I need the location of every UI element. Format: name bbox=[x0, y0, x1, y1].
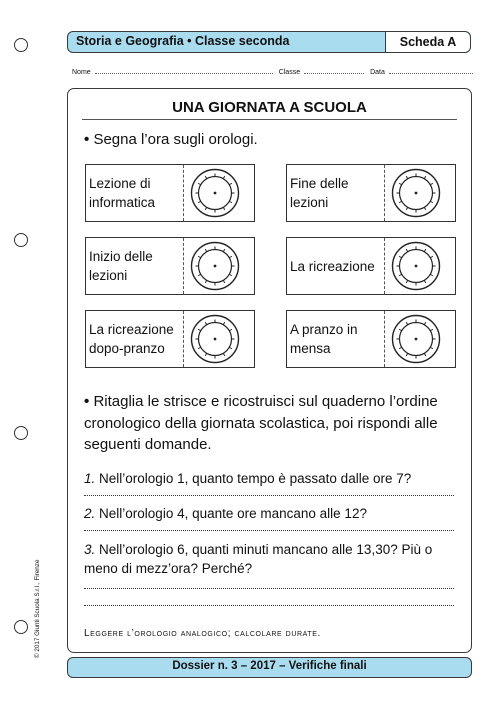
name-field[interactable]: Nome bbox=[72, 66, 273, 76]
clock-label: La ricreazione dopo-pranzo bbox=[89, 322, 174, 356]
answer-line[interactable] bbox=[84, 495, 454, 496]
answer-line[interactable] bbox=[84, 588, 454, 589]
sheet-tab: Scheda A bbox=[385, 32, 470, 52]
clock-icon[interactable] bbox=[190, 241, 240, 291]
question-2: 2. Nell’orologio 4, quante ore mancano alle 12? bbox=[84, 506, 367, 521]
clock-icon[interactable] bbox=[190, 168, 240, 218]
student-fields bbox=[72, 66, 468, 76]
clock-label: La ricreazione bbox=[290, 258, 375, 274]
copyright-text: © 2017 Giunti Scuola S.r.l., Firenze bbox=[34, 559, 41, 658]
cut-line bbox=[183, 165, 184, 221]
instruction-2: • Ritaglia le strisce e ricostruisci sul quaderno l’ordine cronologico della giornata scolastica, poi rispondi alle seguenti domande. bbox=[84, 393, 438, 453]
clock-label: Lezione di informatica bbox=[89, 176, 156, 210]
footer-label: Dossier n. 3 – 2017 – Verifiche finali bbox=[172, 660, 367, 672]
answer-line[interactable] bbox=[84, 605, 454, 606]
question-3: 3. Nell’orologio 6, quanti minuti mancano alle 13,30? Più o meno di mezz’ora? Perché? bbox=[84, 542, 433, 576]
clock-cell-5 bbox=[85, 310, 255, 368]
clock-label: Inizio delle lezioni bbox=[89, 249, 153, 283]
clock-cell-2 bbox=[286, 164, 456, 222]
binder-hole bbox=[14, 620, 28, 634]
binder-hole bbox=[14, 233, 28, 247]
date-field[interactable]: Data bbox=[370, 66, 473, 76]
question-1: 1. Nell’orologio 1, quanto tempo è passato dalle ore 7? bbox=[84, 471, 412, 486]
title-underline bbox=[82, 119, 457, 120]
page-title: UNA GIORNATA A SCUOLA bbox=[172, 99, 367, 116]
subject-label: Storia e Geografia • Classe seconda bbox=[76, 34, 290, 48]
clock-cell-4 bbox=[286, 237, 456, 295]
clock-icon[interactable] bbox=[391, 168, 441, 218]
binder-hole bbox=[14, 426, 28, 440]
instruction-1: • Segna l’ora sugli orologi. bbox=[84, 131, 258, 148]
exercise-box bbox=[67, 88, 472, 653]
skills-note: Leggere l’orologio analogico; calcolare durate. bbox=[84, 628, 321, 639]
bullet-icon: • bbox=[84, 131, 90, 148]
footer-banner bbox=[67, 657, 472, 678]
clock-cell-6 bbox=[286, 310, 456, 368]
cut-line bbox=[384, 311, 385, 367]
clock-label: Fine delle lezioni bbox=[290, 176, 349, 210]
clock-cell-1 bbox=[85, 164, 255, 222]
cut-line bbox=[183, 311, 184, 367]
class-field[interactable]: Classe bbox=[279, 66, 364, 76]
answer-line[interactable] bbox=[84, 530, 454, 531]
binder-hole bbox=[14, 38, 28, 52]
clock-icon[interactable] bbox=[190, 314, 240, 364]
cut-line bbox=[183, 238, 184, 294]
cut-line bbox=[384, 165, 385, 221]
cut-line bbox=[384, 238, 385, 294]
clock-icon[interactable] bbox=[391, 314, 441, 364]
clock-icon[interactable] bbox=[391, 241, 441, 291]
clock-label: A pranzo in mensa bbox=[290, 322, 358, 356]
clock-cell-3 bbox=[85, 237, 255, 295]
header-banner bbox=[67, 31, 471, 53]
bullet-icon: • bbox=[84, 393, 90, 410]
